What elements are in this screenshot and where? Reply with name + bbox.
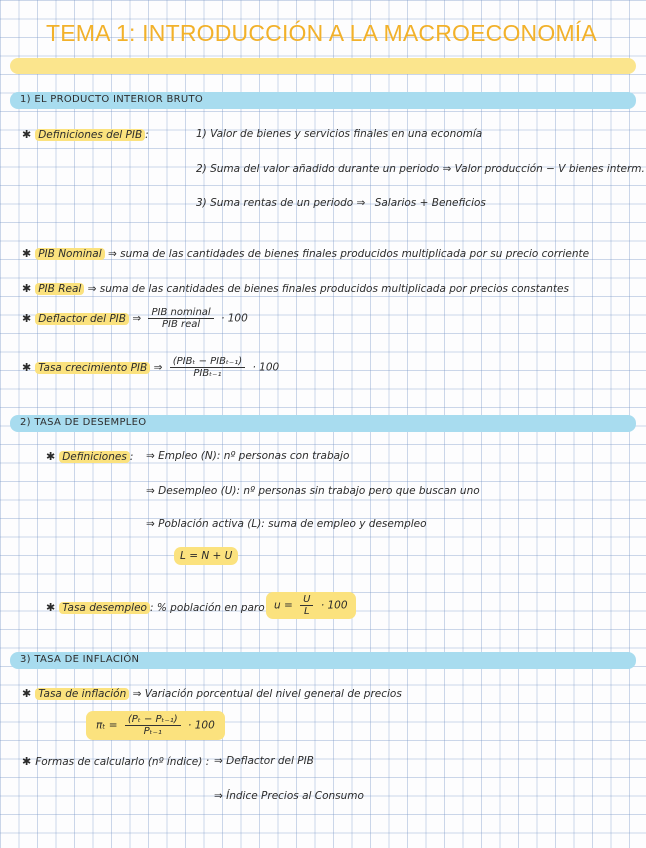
- tasa-crecimiento-multiplier: · 100: [252, 361, 280, 374]
- bullet-star-icon: ✱: [22, 311, 32, 325]
- poblacion-activa-definition: ⇒ Población activa (L): suma de empleo y desempleo: [146, 518, 427, 530]
- tasa-crecimiento-arrow: ⇒: [153, 361, 163, 374]
- unemployment-rate-lhs: u =: [274, 599, 293, 612]
- pib-nominal-row: [22, 247, 589, 260]
- formas-calculo-label: Formas de calcularlo (nº índice) :: [35, 756, 210, 768]
- bullet-star-icon: ✱: [22, 360, 32, 374]
- pib-definitions-row: [22, 128, 149, 141]
- labor-force-formula-box: L = N + U: [174, 547, 238, 565]
- unemployment-rate-fraction: [300, 594, 313, 617]
- bullet-star-icon: ✱: [22, 755, 32, 768]
- empleo-definition: ⇒ Empleo (N): nº personas con trabajo: [146, 450, 350, 462]
- bullet-star-icon: ✱: [46, 601, 56, 614]
- tasa-crecimiento-label: Tasa crecimiento PIB: [35, 362, 150, 374]
- desempleo-definitions-row: [46, 450, 133, 463]
- tasa-inflacion-label: Tasa de inflación: [35, 688, 129, 700]
- bullet-star-icon: ✱: [22, 247, 32, 260]
- pib-definitions-colon: :: [145, 129, 149, 141]
- tasa-crecimiento-denominator: PIBₜ₋₁: [193, 368, 222, 379]
- unemployment-rate-formula-box: [266, 592, 356, 619]
- pib-definition-3: [196, 197, 486, 209]
- title-underline-bar: [10, 58, 636, 74]
- inflation-fraction: [125, 714, 181, 737]
- pib-nominal-label: PIB Nominal: [35, 248, 104, 260]
- desempleo-definitions-label: Definiciones: [59, 451, 130, 463]
- deflactor-denominator: PIB real: [161, 319, 201, 330]
- page-title: TEMA 1: INTRODUCCIÓN A LA MACROECONOMÍA: [46, 20, 597, 46]
- tasa-desempleo-row: [46, 601, 265, 614]
- pib-definition-2: 2) Suma del valor añadido durante un periodo ⇒ Valor producción − V bienes interm.: [196, 163, 645, 175]
- pib-definition-1: 1) Valor de bienes y servicios finales en una economía: [196, 128, 483, 140]
- tasa-desempleo-text: : % población en paro: [149, 602, 265, 614]
- unemployment-rate-formula: [266, 592, 356, 619]
- desempleo-definitions-colon: :: [129, 451, 134, 463]
- pib-definition-3-text: 3) Suma rentas de un periodo ⇒: [196, 197, 366, 209]
- tasa-inflacion-text: ⇒ Variación porcentual del nivel general de precios: [132, 688, 402, 700]
- labor-force-formula: [174, 550, 238, 562]
- pib-real-row: [22, 282, 569, 295]
- inflation-lhs: πₜ =: [96, 719, 118, 732]
- forma-deflactor: ⇒ Deflactor del PIB: [214, 755, 314, 767]
- deflactor-row: [22, 307, 248, 330]
- deflactor-arrow: ⇒: [132, 312, 142, 325]
- pib-real-label: PIB Real: [35, 283, 84, 295]
- formas-calculo-row: [22, 755, 209, 768]
- inflation-denominator: Pₜ₋₁: [143, 726, 162, 737]
- tasa-crecimiento-numerator: (PIBₜ − PIBₜ₋₁): [170, 356, 245, 368]
- section-heading-inflacion: 3) TASA DE INFLACIÓN: [20, 654, 140, 665]
- section-heading-desempleo: 2) TASA DE DESEMPLEO: [20, 417, 147, 428]
- tasa-inflacion-row: [22, 687, 402, 700]
- pib-definition-3-result: Salarios + Beneficios: [374, 197, 486, 209]
- deflactor-label: Deflactor del PIB: [35, 313, 129, 325]
- tasa-crecimiento-fraction: [170, 356, 245, 379]
- desempleo-definition: ⇒ Desempleo (U): nº personas sin trabajo pero que buscan uno: [146, 485, 480, 497]
- deflactor-numerator: PIB nominal: [148, 307, 213, 319]
- deflactor-fraction: [148, 307, 213, 330]
- forma-ipc: ⇒ Índice Precios al Consumo: [214, 790, 364, 802]
- pib-real-text: ⇒ suma de las cantidades de bienes finales producidos multiplicada por precios constantes: [87, 283, 569, 295]
- inflation-numerator: (Pₜ − Pₜ₋₁): [125, 714, 181, 726]
- section-heading-pib: 1) EL PRODUCTO INTERIOR BRUTO: [20, 94, 204, 105]
- unemployment-rate-multiplier: · 100: [320, 599, 348, 612]
- deflactor-multiplier: · 100: [221, 312, 248, 325]
- bullet-star-icon: ✱: [46, 450, 56, 463]
- bullet-star-icon: ✱: [22, 282, 32, 295]
- unemployment-rate-numerator: U: [300, 594, 313, 606]
- unemployment-rate-denominator: L: [304, 606, 310, 617]
- inflation-formula-box: [86, 711, 225, 740]
- tasa-crecimiento-row: [22, 356, 279, 379]
- bullet-star-icon: ✱: [22, 687, 32, 700]
- inflation-multiplier: · 100: [188, 719, 215, 732]
- inflation-formula: [86, 711, 225, 740]
- pib-nominal-text: ⇒ suma de las cantidades de bienes finales producidos multiplicada por su precio corriente: [107, 248, 590, 260]
- bullet-star-icon: ✱: [22, 128, 32, 141]
- pib-definitions-label: Definiciones del PIB: [35, 129, 145, 141]
- tasa-desempleo-label: Tasa desempleo: [59, 602, 150, 614]
